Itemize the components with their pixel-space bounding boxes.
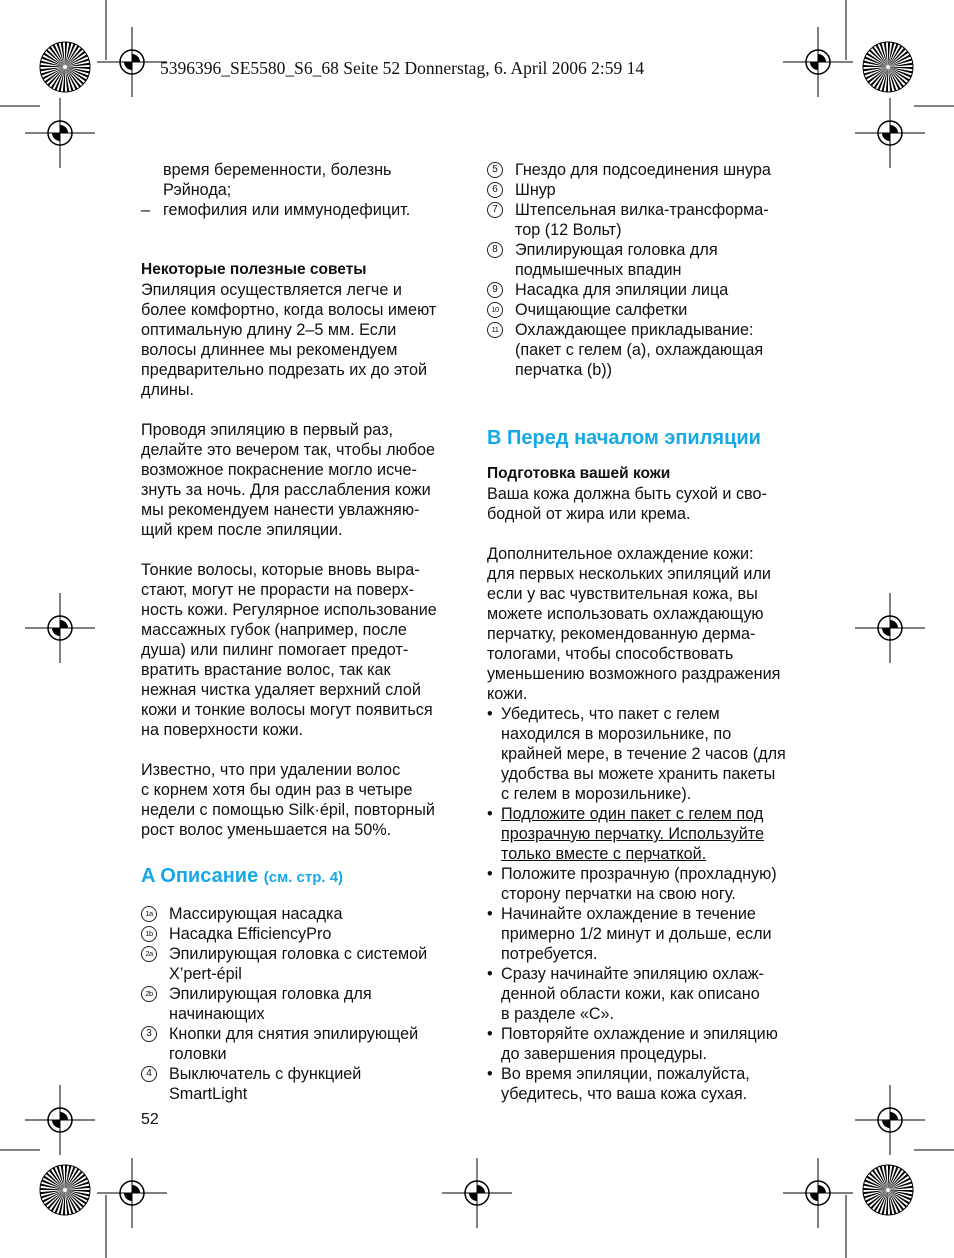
text-line: предварительно подрезать их до этой [141,361,428,379]
text-line: стают, могут не прорасти на поверх- [141,581,414,599]
skin-paragraph-1 [487,484,817,524]
bullet-text: прозрачную перчатку. Используйте [501,825,765,843]
bullet-item [487,864,817,904]
part-label: Штепсельная вилка-трансформа- [515,201,769,219]
star-target-icon [39,1164,91,1216]
bullet-item [487,1064,817,1104]
skin-paragraph-2 [487,544,817,704]
part-item [141,984,471,1024]
tips-paragraph-2 [141,420,471,540]
section-letter: A [141,865,155,887]
registration-mark-icon [25,593,95,663]
part-label: Эпилирующая головка для [169,985,372,1003]
section-b-heading [487,426,817,450]
bullet-text: в разделе «C». [501,1005,615,1023]
skin-heading: Подготовка вашей кожи [487,465,671,482]
bullet-text: крайней мере, в течение 2 часов (для [501,745,786,763]
section-title: Перед началом эпиляции [507,427,761,449]
registration-mark-icon [855,593,925,663]
bullet-text: только вместе с перчаткой. [501,845,707,863]
text-line: Эпиляция осуществляется легче и [141,281,402,299]
bullet-text: до завершения процедуры. [501,1045,708,1063]
registration-mark-icon [442,1158,512,1228]
bullet-text: • Положите прозрачную (прохладную) [501,865,777,883]
right-column [487,160,817,1104]
bullet-item [487,704,817,804]
part-label: перчатка (b)) [515,361,613,379]
bullet-text: сторону перчатки на свою ногу. [501,885,736,903]
text-line: рост волос уменьшается на 50%. [141,821,392,839]
bullet-text: • Повторяйте охлаждение и эпиляцию [501,1025,778,1043]
section-page-ref: (см. стр. 4) [263,869,344,886]
text-line: уменьшению возможного раздражения [487,665,781,683]
text-line: если у вас чувствительная кожа, вы [487,585,758,603]
tips-paragraph-3 [141,560,471,740]
text-line: ность кожи. Регулярное использование [141,601,437,619]
bullet-text: с гелем в морозильнике). [501,785,692,803]
text-line: Дополнительное охлаждение кожи: [487,545,754,563]
text-line: на поверхности кожи. [141,721,303,739]
text-line: длины. [141,381,195,399]
circled-number-icon: 7 [487,202,503,218]
text-line: вратить врастание волос, так как [141,661,391,679]
part-label: Насадка EfficiencyPro [169,925,332,943]
page-number: 52 [141,1111,159,1128]
part-label: Насадка для эпиляции лица [515,281,729,299]
section-title: Описание [160,865,259,887]
circled-number-icon: 11 [487,322,503,338]
part-label: Массирующая насадка [169,905,343,923]
text-line: оптимальную длину 2–5 мм. Если [141,321,397,339]
parts-list-b [487,160,817,380]
part-item [487,240,817,280]
bullet-item [487,804,817,864]
part-item [141,1064,471,1104]
circled-number-icon: 2a [141,946,157,962]
part-label: подмышечных впадин [515,261,682,279]
star-target-icon [862,1164,914,1216]
bullet-text: находился в морозильнике, по [501,725,732,743]
registration-mark-icon [783,1158,853,1228]
part-item [141,904,471,924]
print-header: 5396396_SE5580_S6_68 Seite 52 Donnerstag, 6. April 2006 2:59 14 [160,58,645,78]
circled-number-icon: 2b [141,986,157,1002]
registration-mark-icon [855,1085,925,1155]
text-line: мы рекомендуем нанести увлажняю- [141,501,420,519]
registration-mark-icon [25,1085,95,1155]
text-line: душа) или пилинг помогает предот- [141,641,409,659]
registration-mark-icon [97,1158,167,1228]
bullet-text: • Подложите один пакет с гелем под [501,805,764,823]
bullet-text: • Сразу начинайте эпиляцию охлаж- [501,965,764,983]
text-line: щий крем после эпиляции. [141,521,343,539]
registration-mark-icon [783,27,853,97]
text-line: бодной от жира или крема. [487,505,691,523]
text-line: можете использовать охлаждающую [487,605,764,623]
part-label: SmartLight [169,1085,248,1103]
text-line: кожи и тонкие волосы могут появиться [141,701,433,719]
text-line: более комфортно, когда волосы имеют [141,301,437,319]
part-label: Эпилирующая головка с системой [169,945,428,963]
circled-number-icon: 6 [487,182,503,198]
part-label: Кнопки для снятия эпилирующей [169,1025,419,1043]
part-label: тор (12 Вольт) [515,221,622,239]
text-line: время беременности, болезнь [163,161,392,179]
text-line: знуть за ночь. Для расслабления кожи [141,481,431,499]
bullet-item [487,964,817,1024]
tips-paragraph-1 [141,280,471,400]
circled-number-icon: 9 [487,282,503,298]
text-line: с корнем хотя бы один раз в четыре [141,781,413,799]
text-line: массажных губок (например, после [141,621,407,639]
text-line: Рэйнода; [163,181,232,199]
part-item [487,280,817,300]
text-line: возможное покраснение могло исче- [141,461,417,479]
part-item [141,1024,471,1064]
part-item [487,200,817,240]
part-item [487,160,817,180]
text-line: нежная чистка удаляет верхний слой [141,681,421,699]
circled-number-icon: 1a [141,906,157,922]
registration-mark-icon [97,27,167,97]
tips-heading: Некоторые полезные советы [141,261,367,278]
text-line: Известно, что при удалении волос [141,761,401,779]
section-letter: B [487,427,502,449]
part-label: Эпилирующая головка для [515,241,718,259]
star-target-icon [862,41,914,93]
dash-list-item [141,200,471,220]
part-label: Гнездо для подсоединения шнура [515,161,771,179]
part-item [141,944,471,984]
part-label: головки [169,1045,227,1063]
part-label: Очищающие салфетки [515,301,688,319]
part-label: Выключатель с функцией [169,1065,362,1083]
part-item [487,300,817,320]
parts-list-a [141,904,471,1104]
text-line: делайте это вечером так, чтобы любое [141,441,435,459]
left-column [141,160,471,1104]
part-label: Охлаждающее прикладывание: [515,321,754,339]
part-label: (пакет с гелем (a), охлаждающая [515,341,764,359]
registration-mark-icon [25,98,95,168]
bullet-list [487,704,817,1104]
bullet-text: денной области кожи, как описано [501,985,760,1003]
circled-number-icon: 5 [487,162,503,178]
bullet-item [487,1024,817,1064]
text-line: тологами, чтобы способствовать [487,645,734,663]
bullet-text: • Начинайте охлаждение в течение [501,905,756,923]
tips-paragraph-4 [141,760,471,840]
bullet-text: убедитесь, что ваша кожа сухая. [501,1085,748,1103]
circled-number-icon: 10 [487,302,503,318]
part-label: Шнур [515,181,556,199]
bullet-item [487,904,817,964]
bullet-text: примерно 1/2 минут и дольше, если [501,925,772,943]
part-label: X’pert-épil [169,965,242,983]
part-item [487,320,817,380]
part-item [141,924,471,944]
part-label: начинающих [169,1005,265,1023]
text-line: недели с помощью Silk·épil, повторный [141,801,435,819]
circled-number-icon: 1b [141,926,157,942]
bullet-text: • Во время эпиляции, пожалуйста, [501,1065,750,1083]
bullet-text: • Убедитесь, что пакет с гелем [501,705,720,723]
circled-number-icon: 3 [141,1026,157,1042]
text-line: Ваша кожа должна быть сухой и сво- [487,485,767,503]
text-line: волосы длиннее мы рекомендуем [141,341,398,359]
dash-item-text: гемофилия или иммунодефицит. [163,201,411,219]
bullet-text: потребуется. [501,945,598,963]
circled-number-icon: 4 [141,1066,157,1082]
registration-mark-icon [855,98,925,168]
text-line: Проводя эпиляцию в первый раз, [141,421,394,439]
bullet-text: удобства вы можете хранить пакеты [501,765,776,783]
text-line: для первых нескольких эпиляций или [487,565,771,583]
text-line: Тонкие волосы, которые вновь выра- [141,561,420,579]
star-target-icon [39,41,91,93]
circled-number-icon: 8 [487,242,503,258]
part-item [487,180,817,200]
section-a-heading [141,864,471,890]
text-line: кожи. [487,685,528,703]
text-line: перчатку, рекомендованную дерма- [487,625,756,643]
